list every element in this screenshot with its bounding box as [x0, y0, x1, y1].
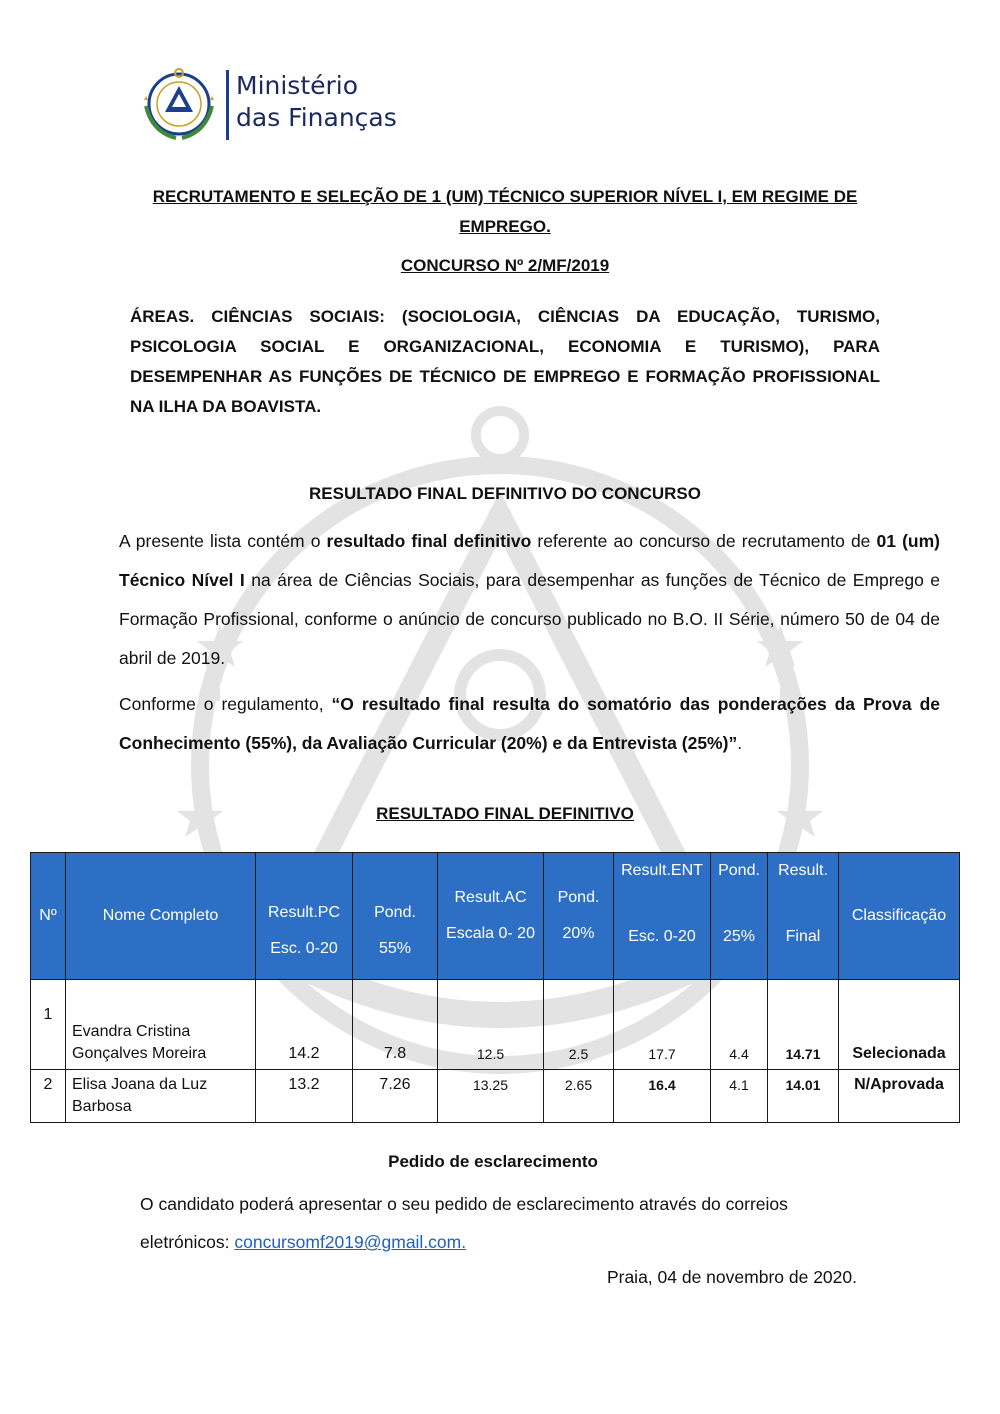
- classification: N/Aprovada: [839, 1070, 960, 1123]
- pond-ac: 2.65: [544, 1070, 614, 1123]
- result-ent: 16.4: [614, 1070, 711, 1123]
- regulation-paragraph: Conforme o regulamento, “O resultado final resulta do somatório das ponderações da Prova de Conhecimento (55%), da Avaliação Curricular (20%) e da Entrevista (25%)”.: [119, 694, 940, 753]
- concurso-number: CONCURSO Nº 2/MF/2019: [400, 256, 610, 275]
- header-result-ac: Result.AC Escala 0- 20: [438, 853, 544, 980]
- result-final: 14.01: [768, 1070, 839, 1123]
- header-classification: Classificação: [839, 853, 960, 980]
- coat-of-arms-icon: [138, 66, 220, 144]
- results-table: [30, 852, 960, 1123]
- document-date: Praia, 04 de novembro de 2020.: [606, 1267, 857, 1287]
- candidate-name: Elisa Joana da Luz Barbosa: [66, 1070, 256, 1123]
- pond-ent: 4.1: [711, 1070, 768, 1123]
- table-title: RESULTADO FINAL DEFINITIVO: [376, 804, 634, 823]
- email-link[interactable]: concursomf2019@gmail.com.: [234, 1232, 467, 1252]
- section-title: RESULTADO FINAL DEFINITIVO DO CONCURSO: [309, 484, 701, 503]
- logo-text: [236, 70, 397, 134]
- header-pond-ent: Pond. 25%: [711, 853, 768, 980]
- header-pond-ac: Pond. 20%: [544, 853, 614, 980]
- result-pc: 13.2: [256, 1070, 353, 1123]
- header-pond-pc: Pond. 55%: [353, 853, 438, 980]
- header-result-ent: Result.ENT Esc. 0-20: [614, 853, 711, 980]
- row-number: 2: [31, 1070, 66, 1123]
- header-result-final: Result. Final: [768, 853, 839, 980]
- result-pc: 14.2: [256, 980, 353, 1070]
- pond-pc: 7.8: [353, 980, 438, 1070]
- clarification-paragraph: O candidato poderá apresentar o seu pedido de esclarecimento através do correios eletrónicos: concursomf2019@gmail.com.: [140, 1194, 788, 1252]
- logo-line-1: Ministério: [236, 71, 359, 100]
- ministry-logo: [138, 66, 428, 146]
- result-ac: 12.5: [438, 980, 544, 1070]
- header-result-pc: Result.PC Esc. 0-20: [256, 853, 353, 980]
- logo-line-2: das Finanças: [236, 103, 397, 132]
- result-ac: 13.25: [438, 1070, 544, 1123]
- candidate-name: Evandra Cristina Gonçalves Moreira: [66, 980, 256, 1070]
- table-row: [31, 1070, 960, 1123]
- areas-heading: ÁREAS. CIÊNCIAS SOCIAIS: (SOCIOLOGIA, CIÊNCIAS DA EDUCAÇÃO, TURISMO, PSICOLOGIA SOCIAL E ORGANIZACIONAL, ECONOMIA E TURISMO), PARA DESEMPENHAR AS FUNÇÕES DE TÉCNICO DE EMPREGO E FORMAÇÃO PROFISSIONAL NA ILHA DA BOAVISTA.: [130, 307, 880, 416]
- pond-ent: 4.4: [711, 980, 768, 1070]
- table-header-row: [31, 853, 960, 980]
- header-number: Nº: [31, 853, 66, 980]
- header-name: Nome Completo: [66, 853, 256, 980]
- logo-divider: [226, 70, 229, 140]
- table-row: [31, 980, 960, 1070]
- intro-paragraph: A presente lista contém o resultado final definitivo referente ao concurso de recrutamento de 01 (um) Técnico Nível I na área de Ciências Sociais, para desempenhar as funções de Técnico de Emprego e Formação Profissional, conforme o anúncio de concurso publicado no B.O. II Série, número 50 de 04 de abril de 2019.: [119, 531, 940, 668]
- document-title: RECRUTAMENTO E SELEÇÃO DE 1 (UM) TÉCNICO SUPERIOR NÍVEL I, EM REGIME DE EMPREGO.: [152, 187, 858, 236]
- row-number: 1: [31, 980, 66, 1070]
- classification: Selecionada: [839, 980, 960, 1070]
- result-final: 14.71: [768, 980, 839, 1070]
- pond-pc: 7.26: [353, 1070, 438, 1123]
- pond-ac: 2.5: [544, 980, 614, 1070]
- clarification-title: Pedido de esclarecimento: [388, 1152, 598, 1171]
- result-ent: 17.7: [614, 980, 711, 1070]
